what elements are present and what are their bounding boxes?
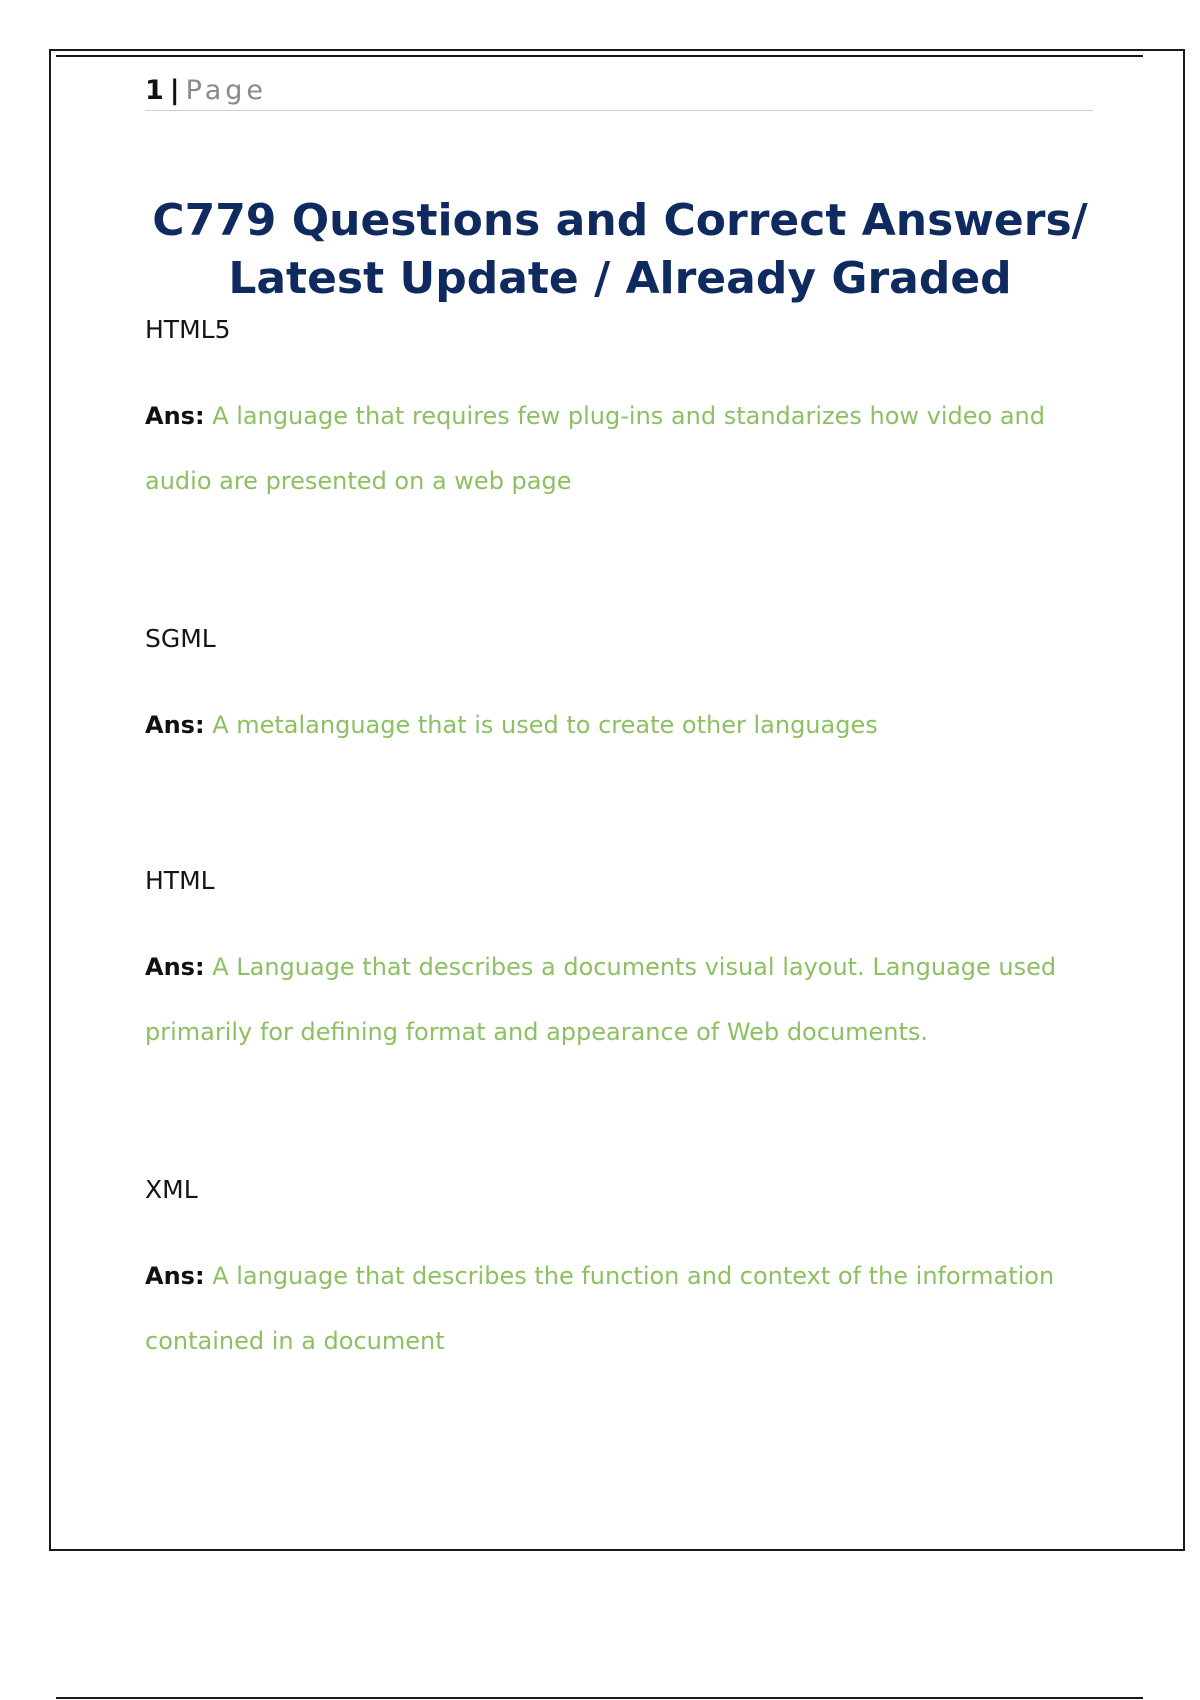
qa-item-html [145, 862, 1065, 1065]
answer [145, 384, 1065, 514]
page-separator: | [169, 75, 180, 106]
qa-item-xml [145, 1171, 1065, 1374]
answer [145, 935, 1065, 1065]
answer-text: A metalanguage that is used to create other languages [212, 711, 878, 739]
document-title [100, 192, 1140, 308]
answer-label: Ans: [145, 953, 205, 981]
answer-text: A Language that describes a documents visual layout. Language used primarily for defining format and appearance of Web documents. [145, 953, 1057, 1046]
qa-item-html5 [145, 311, 1065, 514]
answer-text: A language that requires few plug-ins and standarizes how video and audio are presented on a web page [145, 402, 1045, 495]
page-number: 1 [145, 75, 164, 106]
answer-text: A language that describes the function and context of the information contained in a document [145, 1262, 1055, 1355]
answer [145, 1244, 1065, 1374]
bottom-rule [56, 1697, 1143, 1699]
question-term: HTML [145, 866, 215, 895]
answer-label: Ans: [145, 402, 205, 430]
answer-label: Ans: [145, 711, 205, 739]
title-line-2: Latest Update / Already Graded [228, 253, 1012, 304]
question-term: XML [145, 1175, 198, 1204]
question-term: HTML5 [145, 315, 231, 344]
qa-item-sgml [145, 620, 1065, 758]
page-word: Page [185, 75, 268, 106]
title-line-1: C779 Questions and Correct Answers/ [152, 195, 1088, 246]
answer [145, 693, 1065, 758]
top-rule [56, 55, 1143, 57]
page-header [145, 72, 1093, 111]
question-term: SGML [145, 624, 216, 653]
answer-label: Ans: [145, 1262, 205, 1290]
